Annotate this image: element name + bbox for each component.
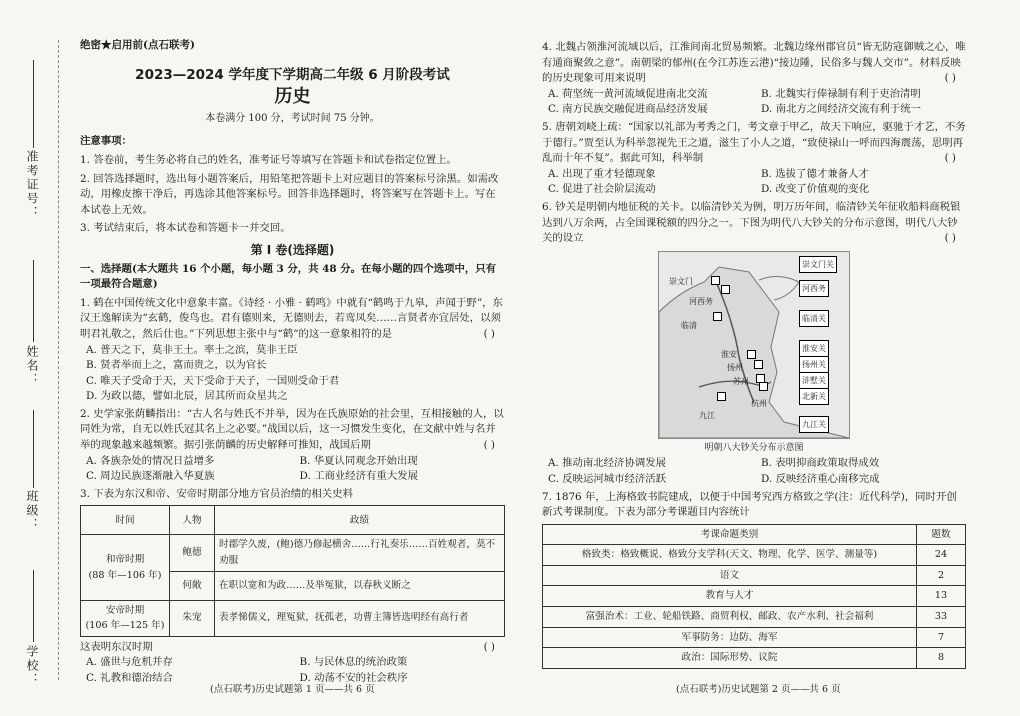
map-city-label: 杭州 xyxy=(751,398,767,408)
subject-title: 历史 xyxy=(274,86,311,108)
name-label: 姓名： xyxy=(25,345,39,387)
map-pass-label: 九江关 xyxy=(799,416,829,434)
q5-stem: 5. 唐朝刘峣上疏：“国家以礼部为考秀之门，考文章于甲乙，故天下响应，驱驰于才艺，不务于德行。”贾至认为科举忽视先王之道，滋生了小人之道，“致使禄山一呼而四海震荡，思明再乱而十年不复”。据此可知，科举制 ( ) xyxy=(542,120,966,165)
q3-option-c: C. 礼教和德治结合 xyxy=(86,672,173,684)
map-marker xyxy=(717,392,726,401)
part1-intro: 一、选择题(本大题共 16 个小题，每小题 3 分，共 48 分。在每小题的四个选项中，只有一项最符合题意) xyxy=(80,262,497,291)
binding-sidebar xyxy=(0,0,70,716)
question-4 xyxy=(542,40,966,118)
map-city-label: 淮安 xyxy=(721,349,737,359)
q1-stem: 1. 鹤在中国传统文化中意象丰富。《诗经 · 小雅 · 鹤鸣》中就有“鹤鸣于九皋，声闻于野”，东汉王逸解读为“玄鹤，俊鸟也。君有德则来，无德则去，若鸾凤矣……言贤者亦宜居处，以须明君礼敬之，然后仕也。”下列思想主张中与“鹤”的这一意象相符的是 ( ) xyxy=(80,296,503,340)
notice-item: 3. 考试结束后，将本试卷和答题卡一并交回。 xyxy=(80,222,291,235)
table-row: 富强治术：工业、轮船铁路、商贸利权、邮政、农产水利、社会福利 33 xyxy=(543,607,966,628)
school-label: 学校： xyxy=(25,645,39,687)
q1-option-a: A. 普天之下，莫非王土。率土之滨，莫非王臣 xyxy=(86,343,298,356)
candidate-no-line xyxy=(33,60,34,148)
q3-table xyxy=(80,505,505,636)
notice-title: 注意事项： xyxy=(80,135,132,148)
q6-option-d: D. 反映经济重心南移完成 xyxy=(761,472,880,485)
q1-option-d: D. 为政以德，譬如北辰，居其所而众星共之 xyxy=(86,390,288,403)
table-row: 政治：国际形势、议院 8 xyxy=(543,648,966,669)
q6-option-a: A. 推动南北经济协调发展 xyxy=(548,457,667,470)
table-header: 人物 xyxy=(170,506,215,535)
q5-option-a: A. 出现了重才轻德现象 xyxy=(548,167,656,180)
map-city-label: 九江 xyxy=(699,410,715,420)
table-row: 和帝时期 (88 年—106 年) 鲍德 时郡学久废，(鲍)德乃修起横舍……行礼奏乐……百姓观者，莫不劝服 xyxy=(81,535,505,571)
q4-option-c: C. 南方民族交融促进商品经济发展 xyxy=(548,103,708,116)
q5-option-b: B. 选拔了德才兼备人才 xyxy=(761,167,869,180)
q4-stem: 4. 北魏占领淮河流域以后，江淮间南北贸易频繁。北魏边缘州郡官员“皆无防寇御贼之心，唯有通商聚敛之意”。南朝梁的郁州(在今江苏连云港)“接边陲，民俗多与魏人交市”。材料反映的历史现象可用来说明 ( ) xyxy=(542,41,966,85)
q3-option-a: A. 盛世与危机并存 xyxy=(86,656,173,669)
table-row: 教育与人才 13 xyxy=(543,586,966,607)
table-row: 军事防务：边防、海军 7 xyxy=(543,627,966,648)
map-pass-label: 河西务 xyxy=(799,280,829,298)
cut-line xyxy=(58,40,59,680)
map-pass-label: 淮安关 xyxy=(799,340,829,358)
part1-title: 第 Ⅰ 卷(选择题) xyxy=(250,242,335,257)
map-pass-label: 临清关 xyxy=(799,310,829,328)
q5-option-c: C. 促进了社会阶层流动 xyxy=(548,183,656,196)
q7-table xyxy=(542,524,966,669)
q6-option-b: B. 表明抑商政策取得成效 xyxy=(761,457,880,470)
map-pass-label: 北新关 xyxy=(799,388,829,406)
secret-mark: 绝密★启用前(点石联考) xyxy=(80,39,195,51)
score-line: 本卷满分 100 分，考试时间 75 分钟。 xyxy=(205,112,380,124)
table-header: 时间 xyxy=(81,506,170,535)
question-2 xyxy=(80,407,505,485)
class-label: 班级： xyxy=(25,490,39,532)
map-city-label: 扬州 xyxy=(727,362,743,372)
map-city-label: 崇文门 xyxy=(669,276,693,286)
tax-pass-map xyxy=(658,251,850,439)
q2-option-a: A. 各族杂处的情况日益增多 xyxy=(86,454,215,467)
page-2 xyxy=(542,38,966,672)
q6-stem: 6. 钞关是明朝内地征税的关卡。以临清钞关为例，明万历年间，临清钞关年征收船料商税银达到八万余两，占全国课税额的四分之一。下图为明代八大钞关的分布示意图，明代八大钞关的设立 ( ) xyxy=(542,200,961,245)
map-pass-label: 浒墅关 xyxy=(799,372,829,390)
q1-option-c: C. 唯天子受命于天，天下受命于天子，一国则受命于君 xyxy=(86,374,340,387)
map-marker xyxy=(713,312,722,321)
question-5 xyxy=(542,120,966,198)
map-marker xyxy=(711,276,720,285)
question-6 xyxy=(542,200,966,488)
map-marker xyxy=(747,350,756,359)
name-line xyxy=(33,260,34,342)
q6-option-c: C. 反映运河城市经济活跃 xyxy=(548,472,667,485)
map-city-label: 苏州 xyxy=(733,376,749,386)
map-pass-label: 扬州关 xyxy=(799,356,829,374)
q2-option-c: C. 周边民族逐渐融入华夏族 xyxy=(86,470,215,483)
question-1 xyxy=(80,296,505,405)
q2-option-d: D. 工商业经济有重大发展 xyxy=(299,470,418,483)
footer-page-1: (点石联考)历史试题第 1 页——共 6 页 xyxy=(210,684,375,695)
exam-title: 2023—2024 学年度下学期高二年级 6 月阶段考试 xyxy=(135,66,450,83)
table-header: 题数 xyxy=(917,524,966,545)
q3-option-b: B. 与民休息的统治政策 xyxy=(299,656,408,669)
table-header: 考课命题类别 xyxy=(543,524,917,545)
map-marker xyxy=(759,382,768,391)
q3-tail: 这表明东汉时期 ( ) xyxy=(80,640,495,653)
question-7 xyxy=(542,490,966,669)
q3-option-d: D. 动荡不安的社会秩序 xyxy=(299,672,408,684)
map-marker xyxy=(721,285,730,294)
q2-option-b: B. 华夏认同观念开始出现 xyxy=(299,454,418,467)
candidate-no-label: 准考证号： xyxy=(25,150,39,220)
table-row: 格致类：格致概说、格致分支学科(天文、物理、化学、医学、测量等) 24 xyxy=(543,545,966,566)
notice-item: 1. 答卷前，考生务必将自己的姓名，准考证号等填写在答题卡和试卷指定位置上。 xyxy=(80,153,457,166)
q4-option-b: B. 北魏实行俸禄制有利于吏治清明 xyxy=(761,87,921,100)
map-city-label: 河西务 xyxy=(689,296,713,306)
q7-stem: 7. 1876 年，上海格致书院建成，以便于中国考究西方格致之学(注：近代科学)，同时开创新式考课制度。下表为部分考课题目内容统计 xyxy=(542,490,957,519)
q4-option-d: D. 南北方之间经济交流有利于统一 xyxy=(761,103,922,116)
notice-item: 2. 回答选择题时，选出每小题答案后，用铅笔把答题卡上对应题目的答案标号涂黑。如需改动，用橡皮擦干净后，再选涂其他答案标号。回答非选择题时，将答案写在答题卡上。写在本试卷上无效。 xyxy=(80,172,499,216)
map-marker xyxy=(754,360,763,369)
class-line xyxy=(33,410,34,488)
table-row: 何敞 在职以宽和为政……及举冤狱，以春秋义断之 xyxy=(81,571,505,600)
q5-option-d: D. 改变了价值观的变化 xyxy=(761,183,870,196)
q3-stem: 3. 下表为东汉和帝、安帝时期部分地方官员治绩的相关史料 xyxy=(80,487,353,500)
map-caption: 明朝八大钞关分布示意图 xyxy=(704,442,804,453)
table-row: 语文 2 xyxy=(543,565,966,586)
table-row: 安帝时期 (106 年—125 年) 朱宠 表孝悌儒义，理冤狱，抚孤老，功曹主簿皆选明经有高行者 xyxy=(81,600,505,636)
q1-option-b: B. 贤者举而上之，富而贵之，以为官长 xyxy=(86,359,267,372)
footer-page-2: (点石联考)历史试题第 2 页——共 6 页 xyxy=(676,684,841,695)
q2-stem: 2. 史学家张荫麟指出：“古人名与姓氏不并举，因为在氏族原始的社会里，互相接触的人，以同姓为常，自无以姓氏冠其名上之必要。”战国以后，这一习惯发生变化，在文献中姓与名并举的现象越来越频繁。据引张荫麟的历史解释可推知，战国后期 ( ) xyxy=(80,407,504,452)
map-city-label: 临清 xyxy=(681,320,697,330)
school-line xyxy=(33,570,34,642)
page-1 xyxy=(80,38,505,687)
map-pass-label: 崇文门关 xyxy=(799,256,837,274)
q4-option-a: A. 荷坚统一黄河流域促进南北交流 xyxy=(548,87,708,100)
table-header: 政绩 xyxy=(215,506,505,535)
question-3 xyxy=(80,487,505,687)
